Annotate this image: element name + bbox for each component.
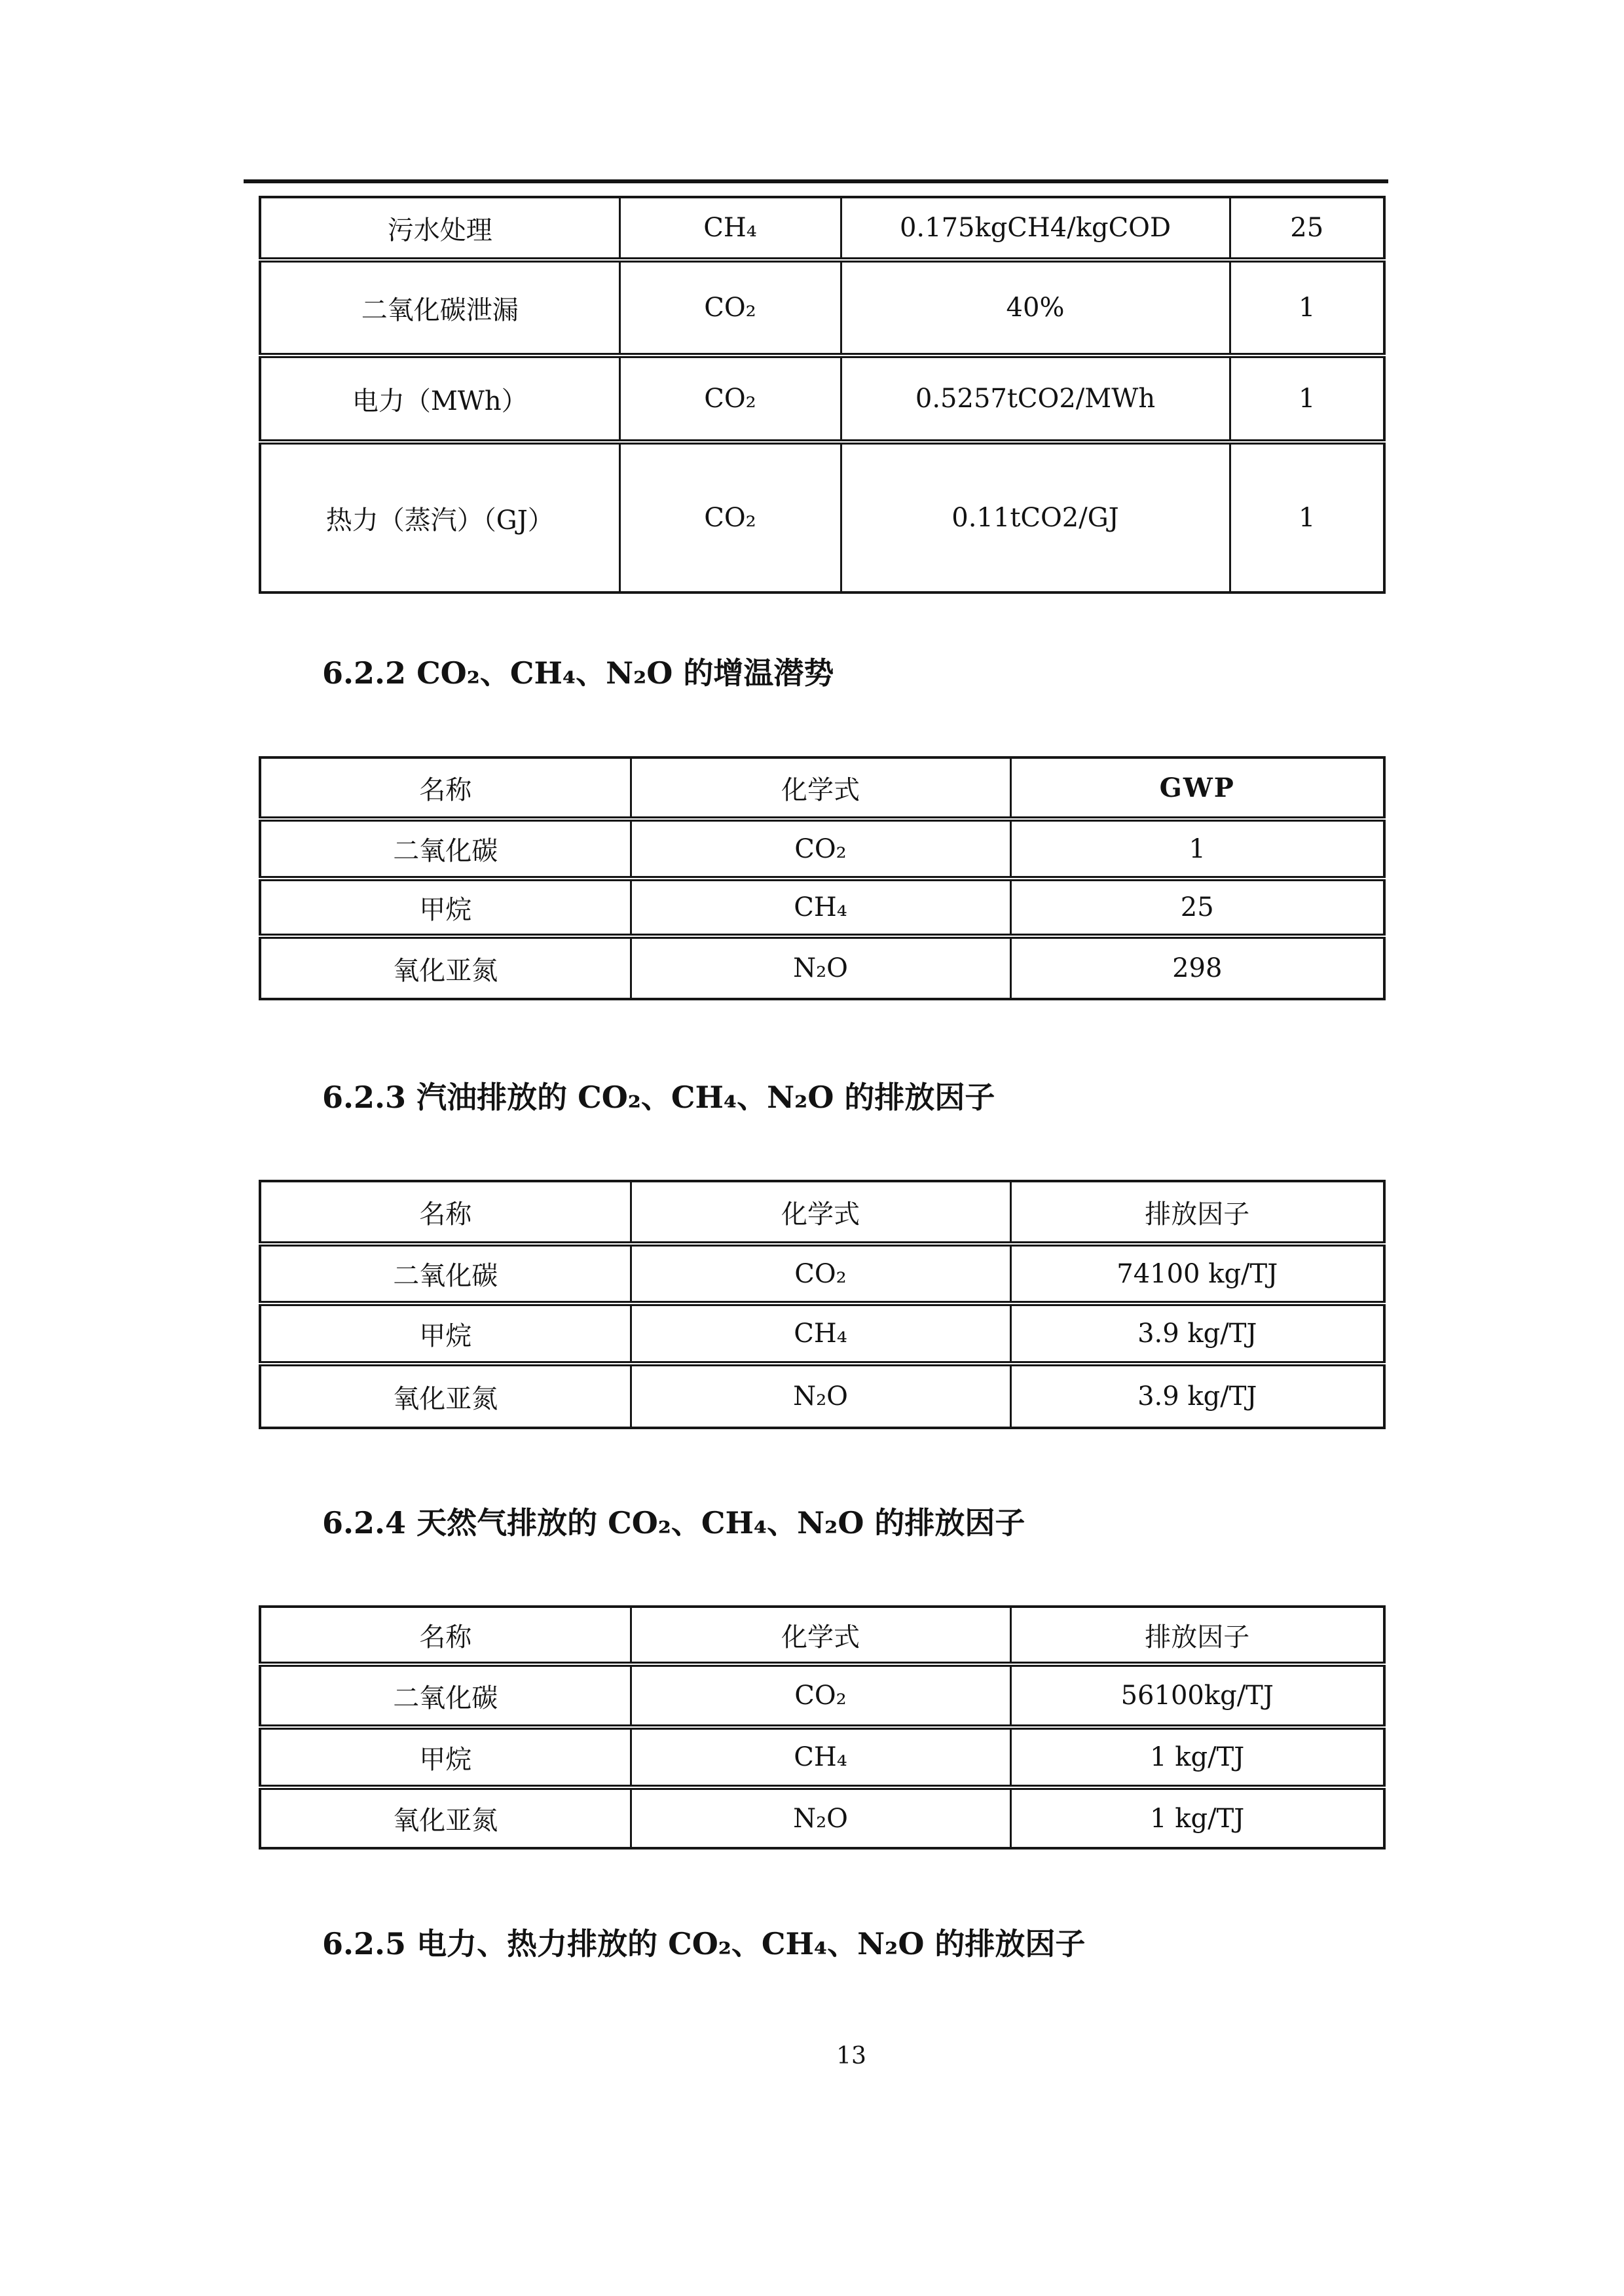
cell-gwp: 25: [1230, 197, 1384, 260]
heading-6-2-2: 6.2.2 CO₂、CH₄、N₂O 的增温潜势: [322, 655, 834, 691]
header-gwp: GWP: [1010, 757, 1384, 819]
cell-name: 氧化亚氮: [260, 1787, 631, 1848]
table-row: [260, 1787, 1384, 1848]
gasoline-emission-factor-table: [259, 1180, 1386, 1429]
cell-factor: 1 kg/TJ: [1010, 1727, 1384, 1787]
table-row: [260, 1303, 1384, 1364]
cell-name: 甲烷: [260, 879, 631, 936]
cell-gwp: 1: [1230, 442, 1384, 592]
cell-formula: CO₂: [631, 1664, 1010, 1727]
cell-formula: CO₂: [631, 1244, 1010, 1303]
cell-factor: 0.175kgCH4/kgCOD: [841, 197, 1230, 260]
header-rule: [244, 179, 1388, 183]
cell-name: 二氧化碳泄漏: [260, 260, 619, 355]
cell-name: 甲烷: [260, 1303, 631, 1364]
cell-name: 氧化亚氮: [260, 1364, 631, 1428]
header-factor: 排放因子: [1010, 1607, 1384, 1664]
header-name: 名称: [260, 757, 631, 819]
cell-gwp: 1: [1230, 355, 1384, 442]
cell-factor: 3.9 kg/TJ: [1010, 1364, 1384, 1428]
cell-factor: 3.9 kg/TJ: [1010, 1303, 1384, 1364]
table-row: [260, 1727, 1384, 1787]
cell-name: 二氧化碳: [260, 819, 631, 879]
header-formula: 化学式: [631, 1181, 1010, 1244]
cell-formula: CH₄: [619, 197, 841, 260]
cell-name: 热力（蒸汽）（GJ）: [260, 442, 619, 592]
cell-formula: CH₄: [631, 1727, 1010, 1787]
cell-formula: CH₄: [631, 879, 1010, 936]
table-row: [260, 1364, 1384, 1428]
header-formula: 化学式: [631, 757, 1010, 819]
table-row: [260, 1244, 1384, 1303]
header-factor: 排放因子: [1010, 1181, 1384, 1244]
cell-gwp: 25: [1010, 879, 1384, 936]
natural-gas-emission-factor-table: [259, 1605, 1386, 1850]
emission-parameters-table: [259, 196, 1386, 594]
cell-formula: CO₂: [619, 355, 841, 442]
heading-6-2-3: 6.2.3 汽油排放的 CO₂、CH₄、N₂O 的排放因子: [322, 1080, 995, 1115]
table-row: [260, 260, 1384, 355]
table-row: [260, 197, 1384, 260]
table-row: [260, 819, 1384, 879]
gwp-table: [259, 756, 1386, 1000]
cell-formula: CO₂: [619, 260, 841, 355]
header-name: 名称: [260, 1607, 631, 1664]
cell-formula: CH₄: [631, 1303, 1010, 1364]
cell-formula: CO₂: [619, 442, 841, 592]
cell-formula: CO₂: [631, 819, 1010, 879]
cell-name: 二氧化碳: [260, 1664, 631, 1727]
cell-gwp: 298: [1010, 936, 1384, 999]
cell-name: 氧化亚氮: [260, 936, 631, 999]
page-number: 13: [836, 2043, 866, 2069]
cell-name: 电力（MWh）: [260, 355, 619, 442]
cell-factor: 74100 kg/TJ: [1010, 1244, 1384, 1303]
cell-gwp: 1: [1230, 260, 1384, 355]
cell-name: 污水处理: [260, 197, 619, 260]
table-row: [260, 936, 1384, 999]
cell-formula: N₂O: [631, 936, 1010, 999]
table-header-row: [260, 1607, 1384, 1664]
cell-name: 甲烷: [260, 1727, 631, 1787]
heading-6-2-5: 6.2.5 电力、热力排放的 CO₂、CH₄、N₂O 的排放因子: [322, 1926, 1086, 1961]
cell-formula: N₂O: [631, 1787, 1010, 1848]
table-row: [260, 442, 1384, 592]
header-formula: 化学式: [631, 1607, 1010, 1664]
cell-name: 二氧化碳: [260, 1244, 631, 1303]
heading-6-2-4: 6.2.4 天然气排放的 CO₂、CH₄、N₂O 的排放因子: [322, 1505, 1025, 1540]
cell-factor: 1 kg/TJ: [1010, 1787, 1384, 1848]
header-name: 名称: [260, 1181, 631, 1244]
cell-gwp: 1: [1010, 819, 1384, 879]
table-row: [260, 1664, 1384, 1727]
table-header-row: [260, 757, 1384, 819]
cell-factor: 56100kg/TJ: [1010, 1664, 1384, 1727]
cell-factor: 0.5257tCO2/MWh: [841, 355, 1230, 442]
table-row: [260, 355, 1384, 442]
table-header-row: [260, 1181, 1384, 1244]
cell-formula: N₂O: [631, 1364, 1010, 1428]
cell-factor: 40%: [841, 260, 1230, 355]
cell-factor: 0.11tCO2/GJ: [841, 442, 1230, 592]
table-row: [260, 879, 1384, 936]
